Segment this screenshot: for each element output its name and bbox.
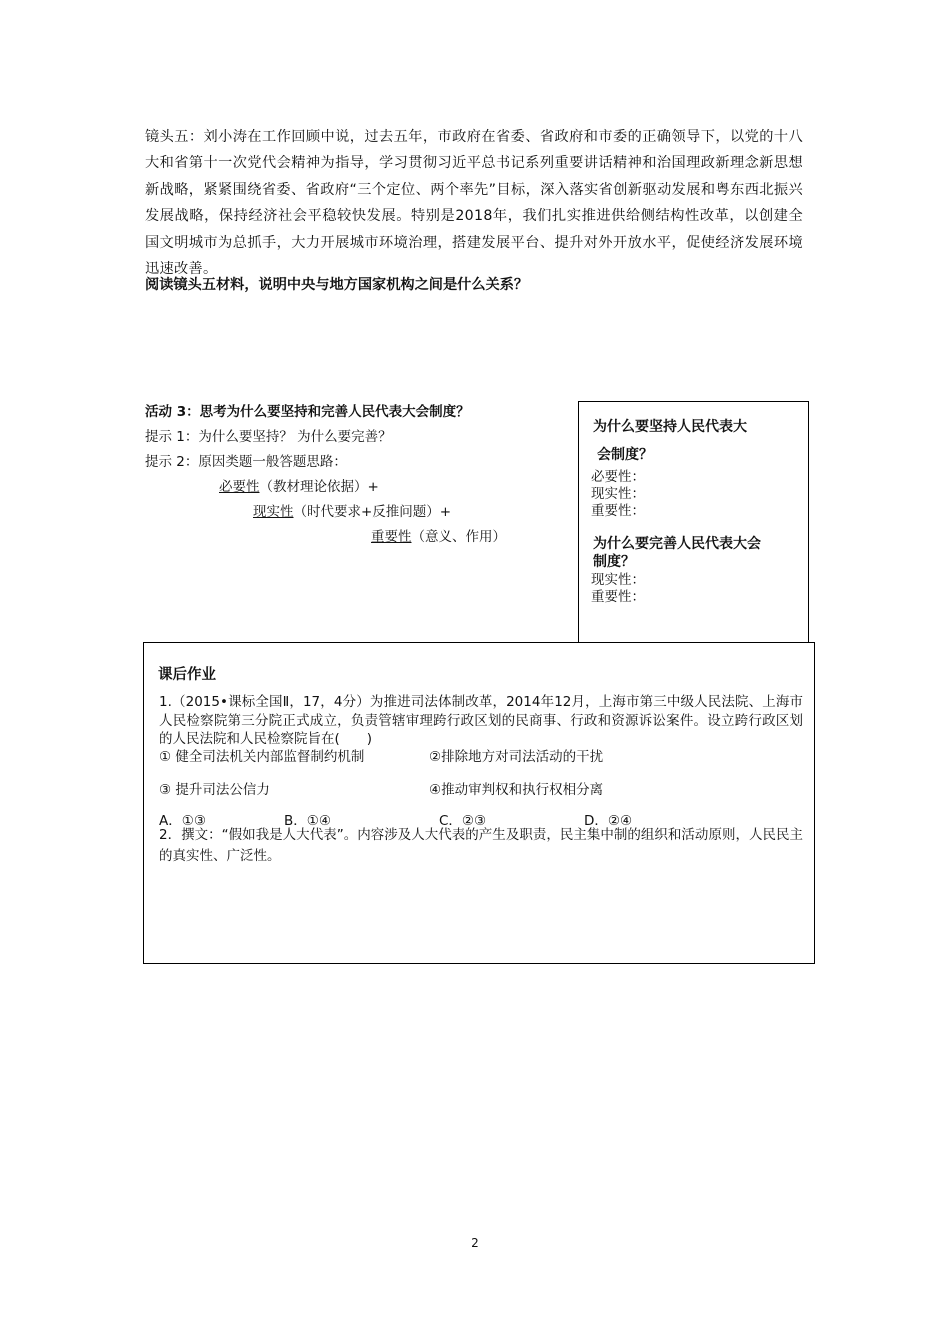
shot5-paragraph: 镜头五：刘小涛在工作回顾中说，过去五年，市政府在省委、省政府和市委的正确领导下，以党的十八大和省第十一次党代会精神为指导，学习贯彻习近平总书记系列重要讲话精神和治国理政新理念新思想新战略，紧紧围绕省委、省政府“三个定位、两个率先”目标，深入落实省创新驱动发展和粤东西北振兴发展战略，保持经济社会平稳较快发展。特别是2018年，我们扎实推进供给侧结构性改革，以创建全国文明城市为总抓手，大力开展城市环境治理，搭建发展平台、提升对外开放水平，促使经济发展环境迅速改善。 xyxy=(145,129,803,278)
necessity-key: 必要性 xyxy=(219,479,260,495)
activity3-title: 活动 3：思考为什么要坚持和完善人民代表大会制度？ xyxy=(145,404,470,420)
sidebox-q2-line1: 为什么要完善人民代表大会 xyxy=(593,536,761,552)
shot5-question: 阅读镜头五材料，说明中央与地方国家机构之间是什么关系？ xyxy=(145,277,529,293)
option-2: ②排除地方对司法活动的干扰 xyxy=(429,749,604,765)
importance-key: 重要性 xyxy=(371,529,412,545)
choice-a: A．①③ xyxy=(159,813,206,829)
hint2: 提示 2：原因类题一般答题思路： xyxy=(145,454,347,470)
answer-item-reality xyxy=(145,500,565,525)
sidebox-reality2: 现实性： xyxy=(591,572,645,588)
page-number: 2 xyxy=(471,1236,479,1250)
choice-c: C．②③ xyxy=(439,813,487,829)
option-1: ① 健全司法机关内部监督制约机制 xyxy=(159,749,365,765)
sidebox-reality: 现实性： xyxy=(591,486,645,502)
reality-key: 现实性 xyxy=(253,504,294,520)
homework-q1: 1.（2015•课标全国Ⅱ，17，4分）为推进司法体制改革，2014年12月，上海市第三中级人民法院、上海市人民检察院第三分院正式成立，负责管辖审理跨行政区划的民商事、行政和资源诉讼案件。设立跨行政区划的人民法院和人民检察院旨在( ) xyxy=(159,694,803,747)
sidebox-q1-line1: 为什么要坚持人民代表大 xyxy=(593,419,747,435)
choice-d: D．②④ xyxy=(584,813,633,829)
option-3: ③ 提升司法公信力 xyxy=(159,782,270,798)
homework-title: 课后作业 xyxy=(158,667,216,683)
answer-item-necessity xyxy=(145,475,565,500)
option-4: ④推动审判权和执行权相分离 xyxy=(429,782,604,798)
necessity-rest: （教材理论依据）+ xyxy=(259,479,379,495)
importance-rest: （意义、作用） xyxy=(411,529,506,545)
sidebox-importance: 重要性： xyxy=(591,503,645,519)
hint1: 提示 1：为什么要坚持？ 为什么要完善？ xyxy=(145,429,392,445)
answer-sidebox xyxy=(578,401,809,643)
sidebox-necessity: 必要性： xyxy=(591,469,645,485)
choice-b: B．①④ xyxy=(284,813,331,829)
homework-q2: 2．撰文：“假如我是人大代表”。内容涉及人大代表的产生及职责，民主集中制的组织和活动原则，人民民主的真实性、广泛性。 xyxy=(159,827,803,864)
homework-box xyxy=(143,642,815,964)
sidebox-importance2: 重要性： xyxy=(591,589,645,605)
reality-rest: （时代要求+反推问题）+ xyxy=(293,504,452,520)
sidebox-q1-line2: 会制度？ xyxy=(597,447,653,463)
answer-item-importance xyxy=(145,525,565,550)
activity3-block xyxy=(145,400,565,550)
sidebox-q2-line2: 制度？ xyxy=(593,554,635,570)
